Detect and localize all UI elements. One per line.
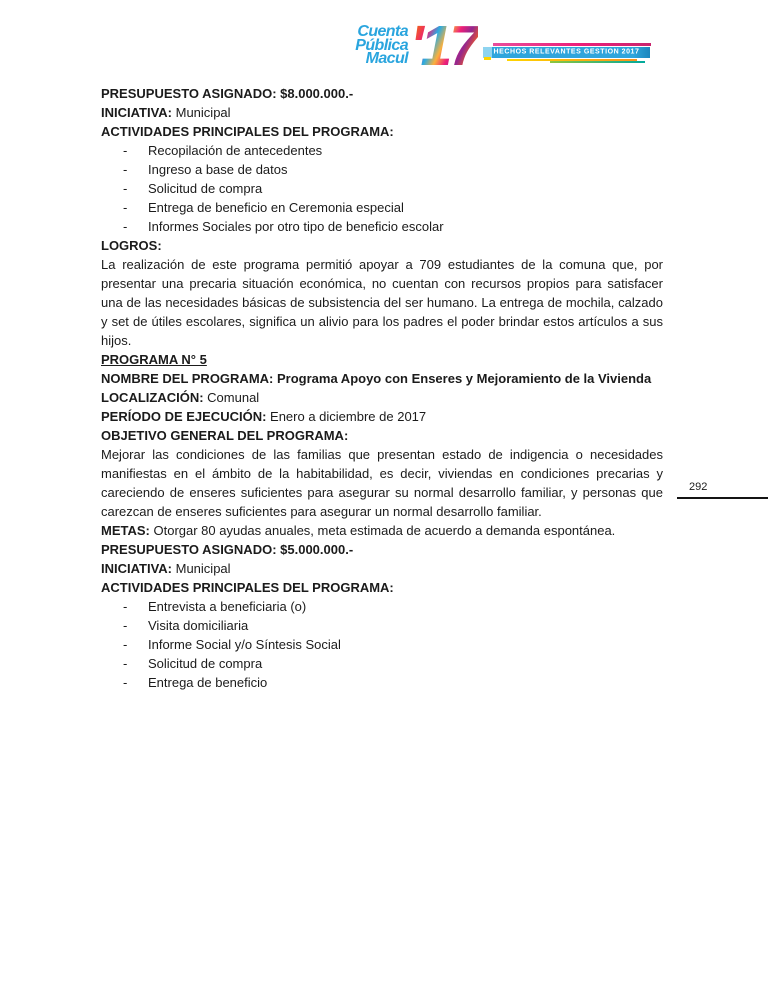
objetivo-paragraph: Mejorar las condiciones de las familias que presentan estado de indigencia o necesidades manifiestas en el ámbito de la habitabilidad, es decir, viviendas en condiciones precarias y careciendo de enseres suficientes para asegurar su normal desarrollo familiar, y personas que carezcan de enseres suficientes para asegurar un normal desarrollo familiar. bbox=[101, 447, 663, 519]
localizacion-label: LOCALIZACIÓN: bbox=[101, 390, 204, 405]
list-item bbox=[123, 635, 663, 654]
dash-marker: - bbox=[123, 675, 128, 690]
dash-marker: - bbox=[123, 162, 128, 177]
list-item bbox=[123, 217, 663, 236]
cuenta-publica-macul-logo bbox=[352, 14, 478, 78]
list-item-text: Ingreso a base de datos bbox=[148, 162, 288, 177]
list-item-text: Informe Social y/o Síntesis Social bbox=[148, 637, 341, 652]
dash-marker: - bbox=[123, 599, 128, 614]
list-item-text: Visita domiciliaria bbox=[148, 618, 249, 633]
dash-marker: - bbox=[123, 219, 128, 234]
localizacion-value: Comunal bbox=[203, 390, 260, 405]
logros-paragraph: La realización de este programa permitió apoyar a 709 estudiantes de la comuna que, por presentar una precaria situación económica, no cuentan con recursos propios para satisfacer una de las necesidades básicas de subsistencia del ser humano. La entrega de mochila, calzado y set de útiles escolares, significa un alivio para los padres el poder brindar estos artículos a sus hijos. bbox=[101, 257, 663, 348]
dash-marker: - bbox=[123, 656, 128, 671]
iniciativa-p5 bbox=[101, 559, 663, 578]
list-item-text: Solicitud de compra bbox=[148, 656, 263, 671]
list-item-text: Recopilación de antecedentes bbox=[148, 143, 323, 158]
metas-label: METAS: bbox=[101, 523, 150, 538]
logo-line-publica: Pública bbox=[355, 36, 408, 54]
list-item bbox=[123, 198, 663, 217]
periodo-label: PERÍODO DE EJECUCIÓN: bbox=[101, 409, 267, 424]
logo-line-macul: Macul bbox=[365, 50, 408, 67]
banner-teal-stripe bbox=[550, 61, 645, 64]
iniciativa-value: Municipal bbox=[172, 105, 231, 120]
dash-marker: - bbox=[123, 618, 128, 633]
list-item bbox=[123, 160, 663, 179]
dash-marker: - bbox=[123, 637, 128, 652]
dash-marker: - bbox=[123, 143, 128, 158]
objetivo-title: OBJETIVO GENERAL DEL PROGRAMA: bbox=[101, 428, 349, 443]
localizacion bbox=[101, 388, 663, 407]
list-item bbox=[123, 597, 663, 616]
iniciativa-label: INICIATIVA: bbox=[101, 561, 173, 576]
list-item-text: Solicitud de compra bbox=[148, 181, 263, 196]
banner-pink-stripe bbox=[493, 43, 651, 46]
list-item bbox=[123, 673, 663, 692]
list-item-text: Informes Sociales por otro tipo de beneficio escolar bbox=[148, 219, 444, 234]
periodo-de-ejecucion bbox=[101, 407, 663, 426]
list-item-text: Entrega de beneficio bbox=[148, 675, 268, 690]
list-item bbox=[123, 179, 663, 198]
banner-blue-band bbox=[483, 47, 650, 58]
actividades-list-p4 bbox=[101, 141, 663, 236]
iniciativa-p4 bbox=[101, 103, 663, 122]
metas-value: Otorgar 80 ayudas anuales, meta estimada de acuerdo a demanda espontánea. bbox=[149, 523, 616, 538]
presupuesto-asignado-p4: PRESUPUESTO ASIGNADO: $8.000.000.- bbox=[101, 86, 354, 101]
gestion-2017-banner bbox=[483, 42, 653, 64]
logros-title: LOGROS: bbox=[101, 238, 162, 253]
actividades-title-p4: ACTIVIDADES PRINCIPALES DEL PROGRAMA: bbox=[101, 124, 394, 139]
page-number-note: 292 bbox=[677, 481, 768, 499]
iniciativa-label: INICIATIVA: bbox=[101, 105, 173, 120]
periodo-value: Enero a diciembre de 2017 bbox=[266, 409, 427, 424]
dash-marker: - bbox=[123, 200, 128, 215]
programa-5-heading: PROGRAMA N° 5 bbox=[101, 352, 207, 367]
metas bbox=[101, 521, 663, 540]
banner-text: HECHOS RELEVANTES GESTION 2017 bbox=[493, 48, 640, 55]
dash-marker: - bbox=[123, 181, 128, 196]
nombre-del-programa: NOMBRE DEL PROGRAMA: Programa Apoyo con Enseres y Mejoramiento de la Vivienda bbox=[101, 371, 652, 386]
list-item-text: Entrevista a beneficiaria (o) bbox=[148, 599, 307, 614]
actividades-title-p5: ACTIVIDADES PRINCIPALES DEL PROGRAMA: bbox=[101, 580, 394, 595]
iniciativa-value: Municipal bbox=[172, 561, 231, 576]
logo-wordmark bbox=[352, 21, 408, 66]
logo-year-17: '17 bbox=[410, 14, 478, 78]
list-item bbox=[123, 141, 663, 160]
list-item bbox=[123, 654, 663, 673]
list-item-text: Entrega de beneficio en Ceremonia especial bbox=[148, 200, 404, 215]
document-content bbox=[101, 84, 663, 692]
actividades-list-p5 bbox=[101, 597, 663, 692]
logo-line-cuenta: Cuenta bbox=[357, 23, 408, 40]
presupuesto-asignado-p5: PRESUPUESTO ASIGNADO: $5.000.000.- bbox=[101, 542, 354, 557]
banner-yellow-tick bbox=[484, 57, 491, 60]
list-item bbox=[123, 616, 663, 635]
